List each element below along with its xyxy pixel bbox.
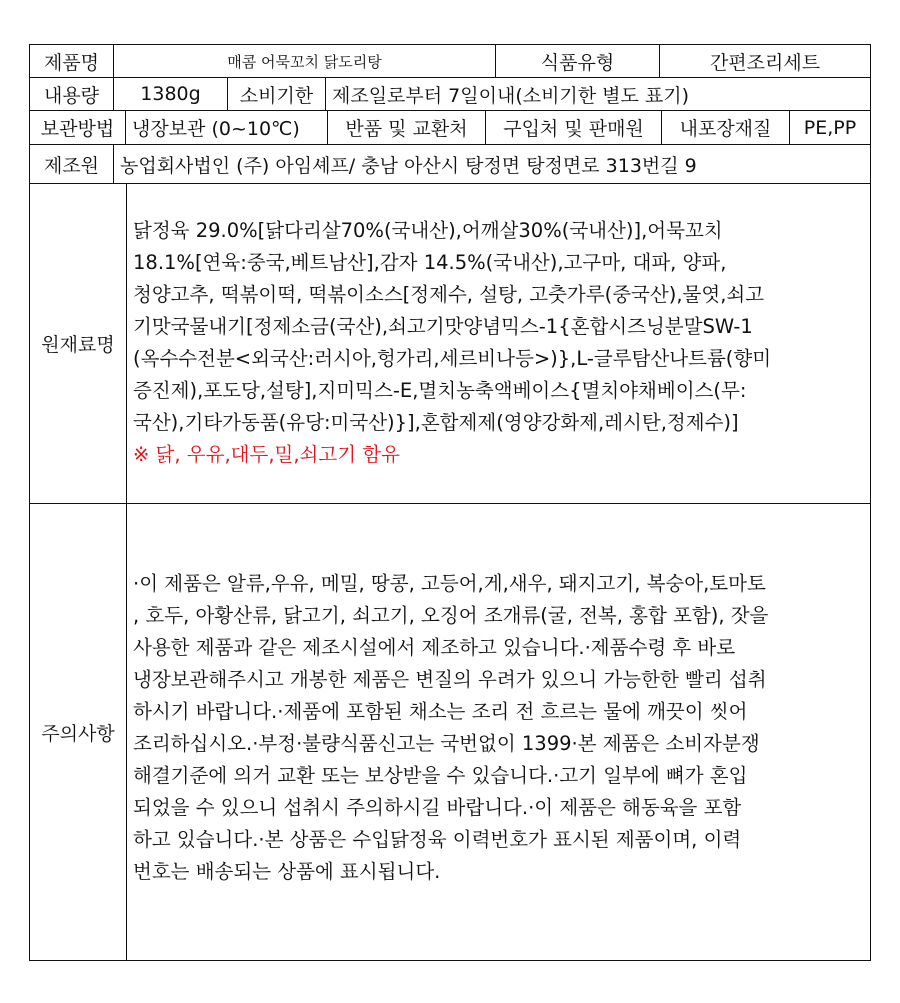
expiry-info: 제조일로부터 7일이내(소비기한 별도 표기) bbox=[332, 84, 690, 107]
allergen-warning: ※ 닭, 우유,대두,밀,쇠고기 함유 bbox=[133, 443, 400, 466]
caution-line: 사용한 제품과 같은 제조시설에서 제조하고 있습니다.·제품수령 후 바로 bbox=[133, 636, 736, 659]
ingredients-paragraph bbox=[127, 215, 777, 471]
label-expiry: 소비기한 bbox=[228, 78, 326, 110]
caution-line: 해결기준에 의거 교환 또는 보상받을 수 있습니다.·고기 일부에 뼈가 혼입 bbox=[133, 764, 748, 787]
ingredients-line: 국산),기타가동품(유당:미국산)}],혼합제제(영양강화제,레시탄,정제수)] bbox=[133, 411, 739, 434]
caution-line: 되었을 수 있으니 섭취시 주의하시길 바랍니다.·이 제품은 해동육을 포함 bbox=[133, 796, 742, 819]
ingredients-line: 기맛국물내기[정제소금(국산),쇠고기맛양념믹스-1{혼합시즈닝분말SW-1 bbox=[133, 315, 753, 338]
content-amount: 1380g bbox=[114, 78, 228, 110]
caution-line: 하고 있습니다.·본 상품은 수입닭정육 이력번호가 표시된 제품이며, 이력 bbox=[133, 828, 742, 851]
packaging-material: PE,PP bbox=[803, 116, 857, 139]
label-return: 반품 및 교환처 bbox=[328, 111, 486, 144]
ingredients-line: 닭정육 29.0%[닭다리살70%(국내산),어깨살30%(국내산)],어묵꼬치 bbox=[133, 219, 723, 242]
label-content: 내용량 bbox=[30, 78, 114, 110]
product-info-table bbox=[29, 44, 871, 961]
row-product bbox=[30, 45, 870, 78]
ingredients-line: 18.1%[연육:중국,베트남산],감자 14.5%(국내산),고구마, 대파, 양파, bbox=[133, 251, 727, 274]
ingredients-text bbox=[127, 184, 870, 503]
caution-line: 번호는 배송되는 상품에 표시됩니다. bbox=[133, 860, 441, 883]
food-type: 간편조리세트 bbox=[709, 51, 821, 74]
caution-line: ·이 제품은 알류,우유, 메밀, 땅콩, 고등어,게,새우, 돼지고기, 복숭아,토마토 bbox=[133, 572, 766, 595]
caution-line: 조리하십시오.·부정·불량식품신고는 국번없이 1399·본 제품은 소비자분쟁 bbox=[133, 732, 760, 755]
row-storage bbox=[30, 111, 870, 145]
label-ingredients: 원재료명 bbox=[30, 184, 127, 503]
product-name: 매콤 어묵꼬치 닭도리탕 bbox=[114, 45, 496, 77]
cautions-paragraph bbox=[127, 568, 774, 888]
label-packaging: 내포장재질 bbox=[662, 111, 790, 144]
row-content bbox=[30, 78, 870, 111]
caution-line: 냉장보관해주시고 개봉한 제품은 변질의 우려가 있으니 가능한한 빨리 섭취 bbox=[133, 668, 767, 691]
ingredients-line: 증진제),포도당,설탕],지미믹스-E,멸치농축액베이스{멸치야채베이스(무: bbox=[133, 379, 747, 402]
label-food-type: 식품유형 bbox=[496, 45, 660, 77]
label-storage: 보관방법 bbox=[30, 111, 126, 144]
row-cautions bbox=[30, 504, 870, 960]
maker-info: 농업회사법인 (주) 아임셰프/ 충남 아산시 탕정면 탕정면로 313번길 9 bbox=[120, 154, 697, 177]
label-cautions: 주의사항 bbox=[30, 504, 127, 960]
caution-line: 하시기 바랍니다.·제품에 포함된 채소는 조리 전 흐르는 물에 깨끗이 씻어 bbox=[133, 700, 748, 723]
label-maker: 제조원 bbox=[30, 145, 114, 183]
row-maker bbox=[30, 145, 870, 184]
cautions-text bbox=[127, 504, 870, 960]
storage-method: 냉장보관 (0~10℃) bbox=[126, 111, 328, 144]
return-place: 구입처 및 판매원 bbox=[486, 111, 662, 144]
label-product-name: 제품명 bbox=[30, 45, 114, 77]
caution-line: , 호두, 아황산류, 닭고기, 쇠고기, 오징어 조개류(굴, 전복, 홍합 포함), 잣을 bbox=[133, 604, 769, 627]
ingredients-line: (옥수수전분<외국산:러시아,헝가리,세르비나등>)},L-글루탐산나트륨(향미 bbox=[133, 347, 772, 370]
ingredients-line: 청양고추, 떡볶이떡, 떡볶이소스[정제수, 설탕, 고춧가루(중국산),물엿,쇠고 bbox=[133, 283, 765, 306]
row-ingredients bbox=[30, 184, 870, 504]
